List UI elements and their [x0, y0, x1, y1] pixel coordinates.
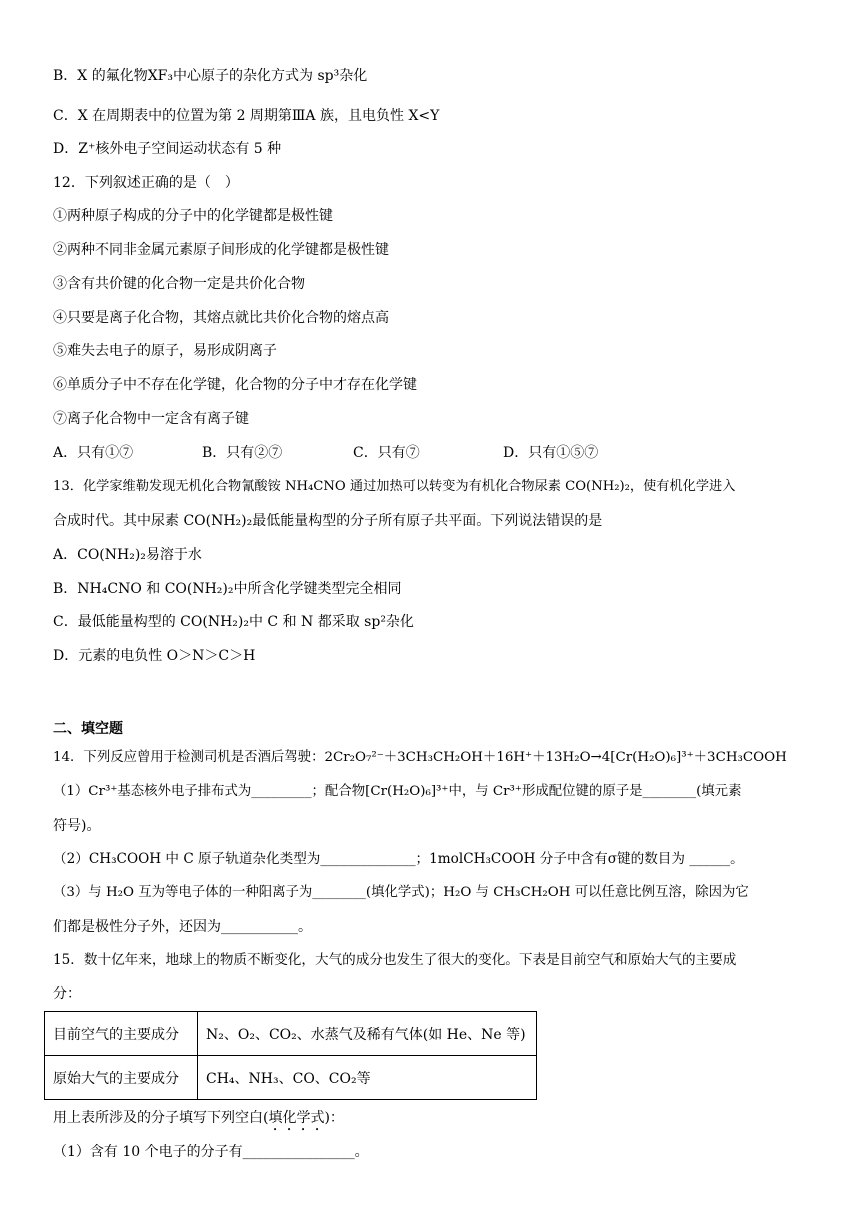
q14-stem: 14．下列反应曾用于检测司机是否酒后驾驶：2Cr₂O₇²⁻＋3CH₃CH₂OH＋16H⁺＋13H₂O→4[Cr(H₂O)₆]³⁺＋3CH₃COOH — [53, 750, 787, 765]
q12-option-d: D．只有①⑤⑦ — [503, 445, 599, 461]
q12-option-c: C．只有⑦ — [353, 445, 420, 461]
q11-option-c: C．X 在周期表中的位置为第 2 周期第ⅢA 族，且电负性 X<Y — [53, 108, 440, 124]
q11-option-d: D．Z⁺核外电子空间运动状态有 5 种 — [53, 141, 282, 157]
q15-stem-line2: 分： — [53, 986, 81, 1002]
q11-option-b: B．X 的氟化物XF₃中心原子的杂化方式为 sp³杂化 — [53, 68, 368, 84]
section-heading-fill-in: 二、填空题 — [53, 721, 123, 737]
q14-part2: （2）CH₃COOH 中 C 原子轨道杂化类型为______________；1molCH₃COOH 分子中含有σ键的数目为 ______。 — [53, 851, 744, 867]
q14-part3-line1: （3）与 H₂O 互为等电子体的一种阳离子为________(填化学式)；H₂O 与 CH₃CH₂OH 可以任意比例互溶，除因为它 — [53, 885, 749, 900]
q12-item-4: ④只要是离子化合物，其熔点就比共价化合物的熔点高 — [53, 310, 389, 326]
q13-option-c: C．最低能量构型的 CO(NH₂)₂中 C 和 N 都采取 sp²杂化 — [53, 614, 414, 630]
row-label-primitive-air: 原始大气的主要成分 — [45, 1056, 198, 1100]
q15-instruction-emphasis: 填化学式 — [268, 1110, 325, 1126]
q15-instruction — [53, 1109, 344, 1134]
q12-item-3: ③含有共价键的化合物一定是共价化合物 — [53, 276, 305, 292]
q12-item-1: ①两种原子构成的分子中的化学键都是极性键 — [53, 208, 333, 224]
q15-instruction-post: )： — [324, 1110, 344, 1126]
q15-part1: （1）含有 10 个电子的分子有________________。 — [53, 1144, 369, 1160]
q14-part3-line2: 们都是极性分子外，还因为___________。 — [53, 919, 312, 935]
q12-item-6: ⑥单质分子中不存在化学键，化合物的分子中才存在化学键 — [53, 377, 417, 393]
atmosphere-composition-table — [44, 1011, 537, 1100]
q12-stem: 12．下列叙述正确的是（ ） — [53, 175, 239, 191]
q13-option-a: A．CO(NH₂)₂易溶于水 — [53, 547, 202, 563]
row-value-primitive-air: CH₄、NH₃、CO、CO₂等 — [198, 1056, 537, 1100]
row-label-current-air: 目前空气的主要成分 — [45, 1012, 198, 1056]
table-row — [45, 1056, 537, 1100]
q13-stem-line1: 13．化学家维勒发现无机化合物氰酸铵 NH₄CNO 通过加热可以转变为有机化合物尿素 CO(NH₂)₂，使有机化学进入 — [53, 479, 736, 494]
row-value-current-air: N₂、O₂、CO₂、水蒸气及稀有气体(如 He、Ne 等) — [198, 1012, 537, 1056]
table-row — [45, 1012, 537, 1056]
q12-option-b: B．只有②⑦ — [202, 445, 283, 461]
q14-part1-line1: （1）Cr³⁺基态核外电子排布式为_________；配合物[Cr(H₂O)₆]³⁺中，与 Cr³⁺形成配位键的原子是________(填元素 — [53, 784, 742, 799]
q14-part1-line2: 符号)。 — [53, 818, 101, 834]
q12-item-7: ⑦离子化合物中一定含有离子键 — [53, 411, 249, 427]
q15-instruction-pre: 用上表所涉及的分子填写下列空白( — [53, 1110, 269, 1126]
q12-option-a: A．只有①⑦ — [53, 445, 134, 461]
q12-item-2: ②两种不同非金属元素原子间形成的化学键都是极性键 — [53, 242, 389, 258]
q12-item-5: ⑤难失去电子的原子，易形成阴离子 — [53, 343, 277, 359]
q13-stem-line2: 合成时代。其中尿素 CO(NH₂)₂最低能量构型的分子所有原子共平面。下列说法错误的是 — [53, 513, 603, 529]
q13-option-d: D．元素的电负性 O＞N＞C＞H — [53, 648, 256, 664]
q13-option-b: B．NH₄CNO 和 CO(NH₂)₂中所含化学键类型完全相同 — [53, 581, 402, 597]
q15-stem-line1: 15．数十亿年来，地球上的物质不断变化，大气的成分也发生了很大的变化。下表是目前空气和原始大气的主要成 — [53, 952, 737, 968]
